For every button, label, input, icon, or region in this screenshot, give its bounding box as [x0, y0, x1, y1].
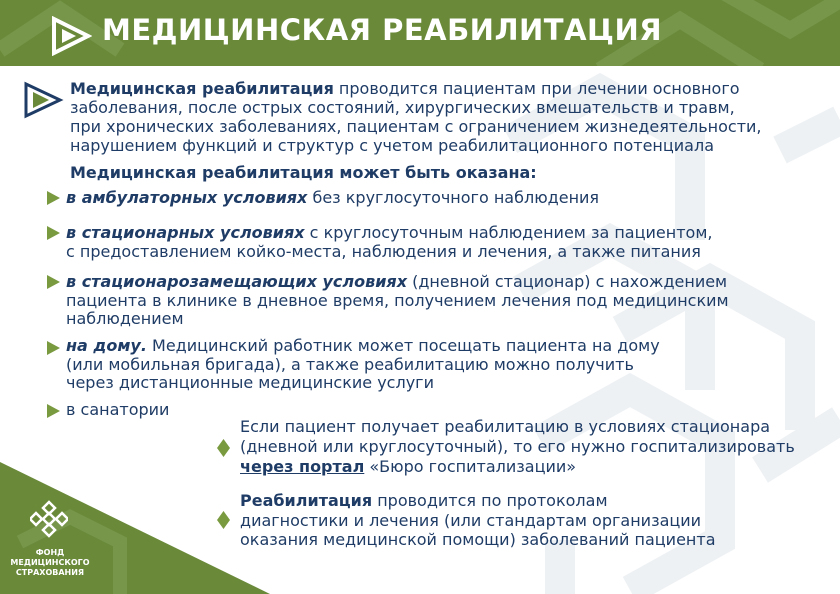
diamond-bullet-icon — [217, 439, 230, 457]
note-2-line-1: Реабилитация проводится по протоколам — [240, 491, 608, 510]
arrow-bullet-icon — [46, 274, 61, 290]
arrow-bullet-icon — [46, 190, 61, 206]
arrow-bullet-icon — [46, 403, 61, 419]
triangle-logo-icon — [50, 16, 92, 56]
note-1-line-1: Если пациент получает реабилитацию в условиях стационара — [240, 417, 771, 436]
list-item-line: наблюдением — [66, 309, 184, 328]
list-item-line: с предоставлением койко-места, наблюдения и лечения, а также питания — [66, 242, 701, 261]
intro-line-4: нарушением функций и структур с учетом реабилитационного потенциала — [70, 136, 715, 155]
list-item: в амбулаторных условиях без круглосуточного наблюдения — [66, 188, 600, 207]
list-item-line: пациента в клинике в дневное время, получением лечения под медицинским — [66, 291, 729, 310]
note-2-line-3: оказания медицинской помощи) заболеваний пациента — [240, 530, 716, 549]
note-1-line-3: через портал «Бюро госпитализации» — [240, 457, 577, 476]
list-item: в стационарных условиях с круглосуточным наблюдением за пациентом, — [66, 223, 713, 242]
intro-line-2: заболевания, после острых состояний, хирургических вмешательств и травм, — [70, 98, 735, 117]
note-1-line-2: (дневной или круглосуточный), то его нужно госпитализировать — [240, 437, 795, 456]
intro-line-3: при хронических заболеваниях, пациентам с ограничением жизнедеятельности, — [70, 117, 762, 136]
fund-logo-icon — [30, 500, 68, 538]
list-item-line: через дистанционные медицинские услуги — [66, 373, 434, 392]
arrow-bullet-icon — [46, 340, 61, 356]
triangle-marker-icon — [22, 80, 66, 120]
subheading: Медицинская реабилитация может быть оказана: — [70, 163, 537, 182]
page-title: МЕДИЦИНСКАЯ РЕАБИЛИТАЦИЯ — [102, 13, 663, 47]
header-banner — [0, 0, 840, 66]
list-item: в санатории — [66, 400, 170, 419]
portal-link[interactable]: через портал — [240, 457, 365, 476]
list-item-line: (или мобильная бригада), а также реабилитацию можно получить — [66, 355, 634, 374]
arrow-bullet-icon — [46, 225, 61, 241]
note-2-line-2: диагностики и лечения (или стандартам организации — [240, 511, 702, 530]
list-item: на дому. Медицинский работник может посещать пациента на дому — [66, 336, 660, 355]
fund-name: ФОНД МЕДИЦИНСКОГО СТРАХОВАНИЯ — [10, 548, 90, 577]
intro-line-1: Медицинская реабилитация проводится пациентам при лечении основного — [70, 79, 740, 98]
list-item: в стационарозамещающих условиях (дневной стационар) с нахождением — [66, 272, 728, 291]
intro-lead: Медицинская реабилитация — [70, 79, 334, 98]
